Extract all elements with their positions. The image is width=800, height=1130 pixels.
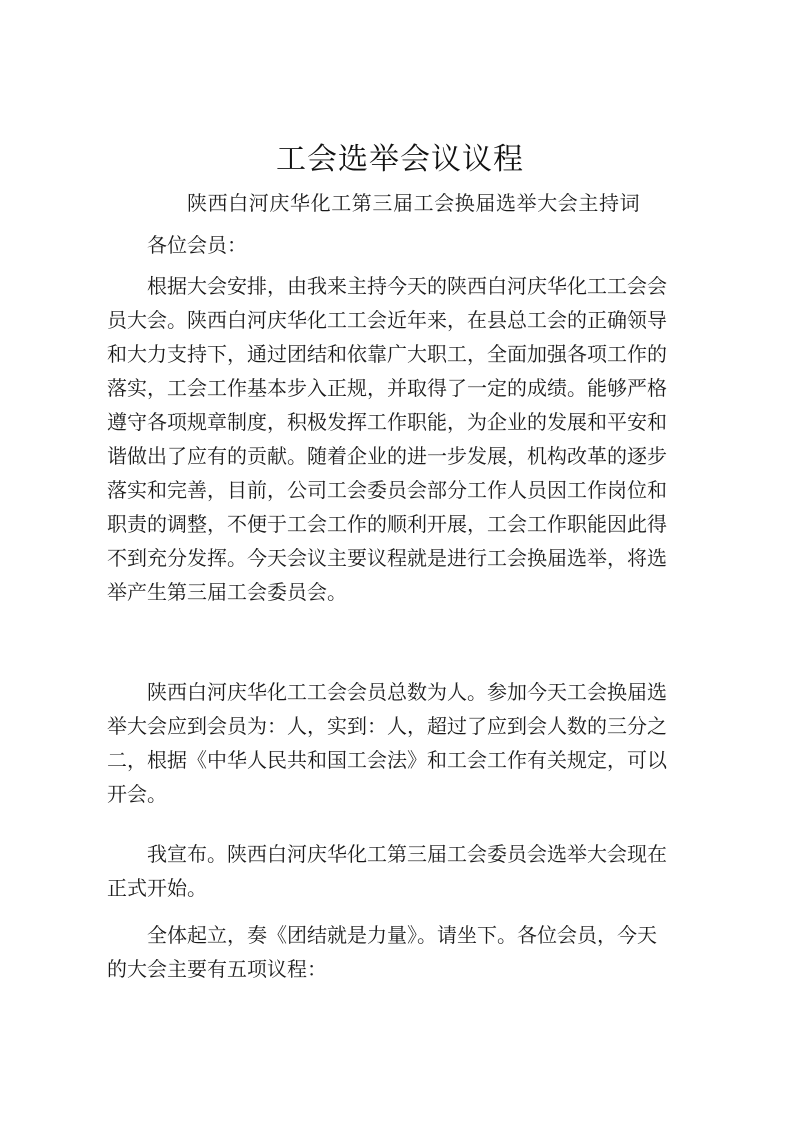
paragraph-line: 陕西白河庆华化工工会会员总数为人。参加今天工会换届选 — [147, 680, 667, 704]
paragraph-line: 落实，工会工作基本步入正规，并取得了一定的成绩。能够严格 — [107, 376, 667, 400]
subtitle-paragraph — [107, 186, 703, 220]
document-title: 工会选举会议议程 — [276, 142, 524, 177]
paragraph-line: 不到充分发挥。今天会议主要议程就是进行工会换届选举，将选 — [107, 546, 667, 570]
paragraph-line: 开会。 — [107, 782, 167, 806]
paragraph-3 — [107, 837, 703, 905]
paragraph-line: 我宣布。陕西白河庆华化工第三届工会委员会选举大会现在 — [147, 842, 667, 866]
paragraph-line: 正式开始。 — [107, 876, 207, 900]
paragraph-line: 谐做出了应有的贡献。随着企业的进一步发展，机构改革的逐步 — [107, 444, 667, 468]
paragraph-1 — [107, 269, 703, 609]
subtitle-line: 陕西白河庆华化工第三届工会换届选举大会主持词 — [187, 191, 641, 215]
paragraph-line: 和大力支持下，通过团结和依靠广大职工，全面加强各项工作的 — [107, 342, 667, 366]
paragraph-4 — [107, 918, 703, 986]
paragraph-line: 举产生第三届工会委员会。 — [107, 580, 347, 604]
paragraph-line: 举大会应到会员为：人，实到：人，超过了应到会人数的三分之 — [107, 714, 667, 738]
paragraph-line: 的大会主要有五项议程： — [107, 957, 327, 981]
paragraph-line: 二，根据《中华人民共和国工会法》和工会工作有关规定，可以 — [107, 748, 667, 772]
paragraph-line: 职责的调整，不便于工会工作的顺利开展，工会工作职能因此得 — [107, 512, 667, 536]
paragraph-line: 全体起立，奏《团结就是力量》。请坐下。各位会员，今天 — [147, 923, 657, 947]
paragraph-line: 根据大会安排，由我来主持今天的陕西白河庆华化工工会会 — [147, 274, 667, 298]
paragraph-line: 遵守各项规章制度，积极发挥工作职能，为企业的发展和平安和 — [107, 410, 667, 434]
paragraph-2 — [107, 675, 703, 811]
paragraph-line: 员大会。陕西白河庆华化工工会近年来，在县总工会的正确领导 — [107, 308, 667, 332]
paragraph-line: 落实和完善，目前，公司工会委员会部分工作人员因工作岗位和 — [107, 478, 667, 502]
salutation-line: 各位会员： — [147, 233, 247, 257]
